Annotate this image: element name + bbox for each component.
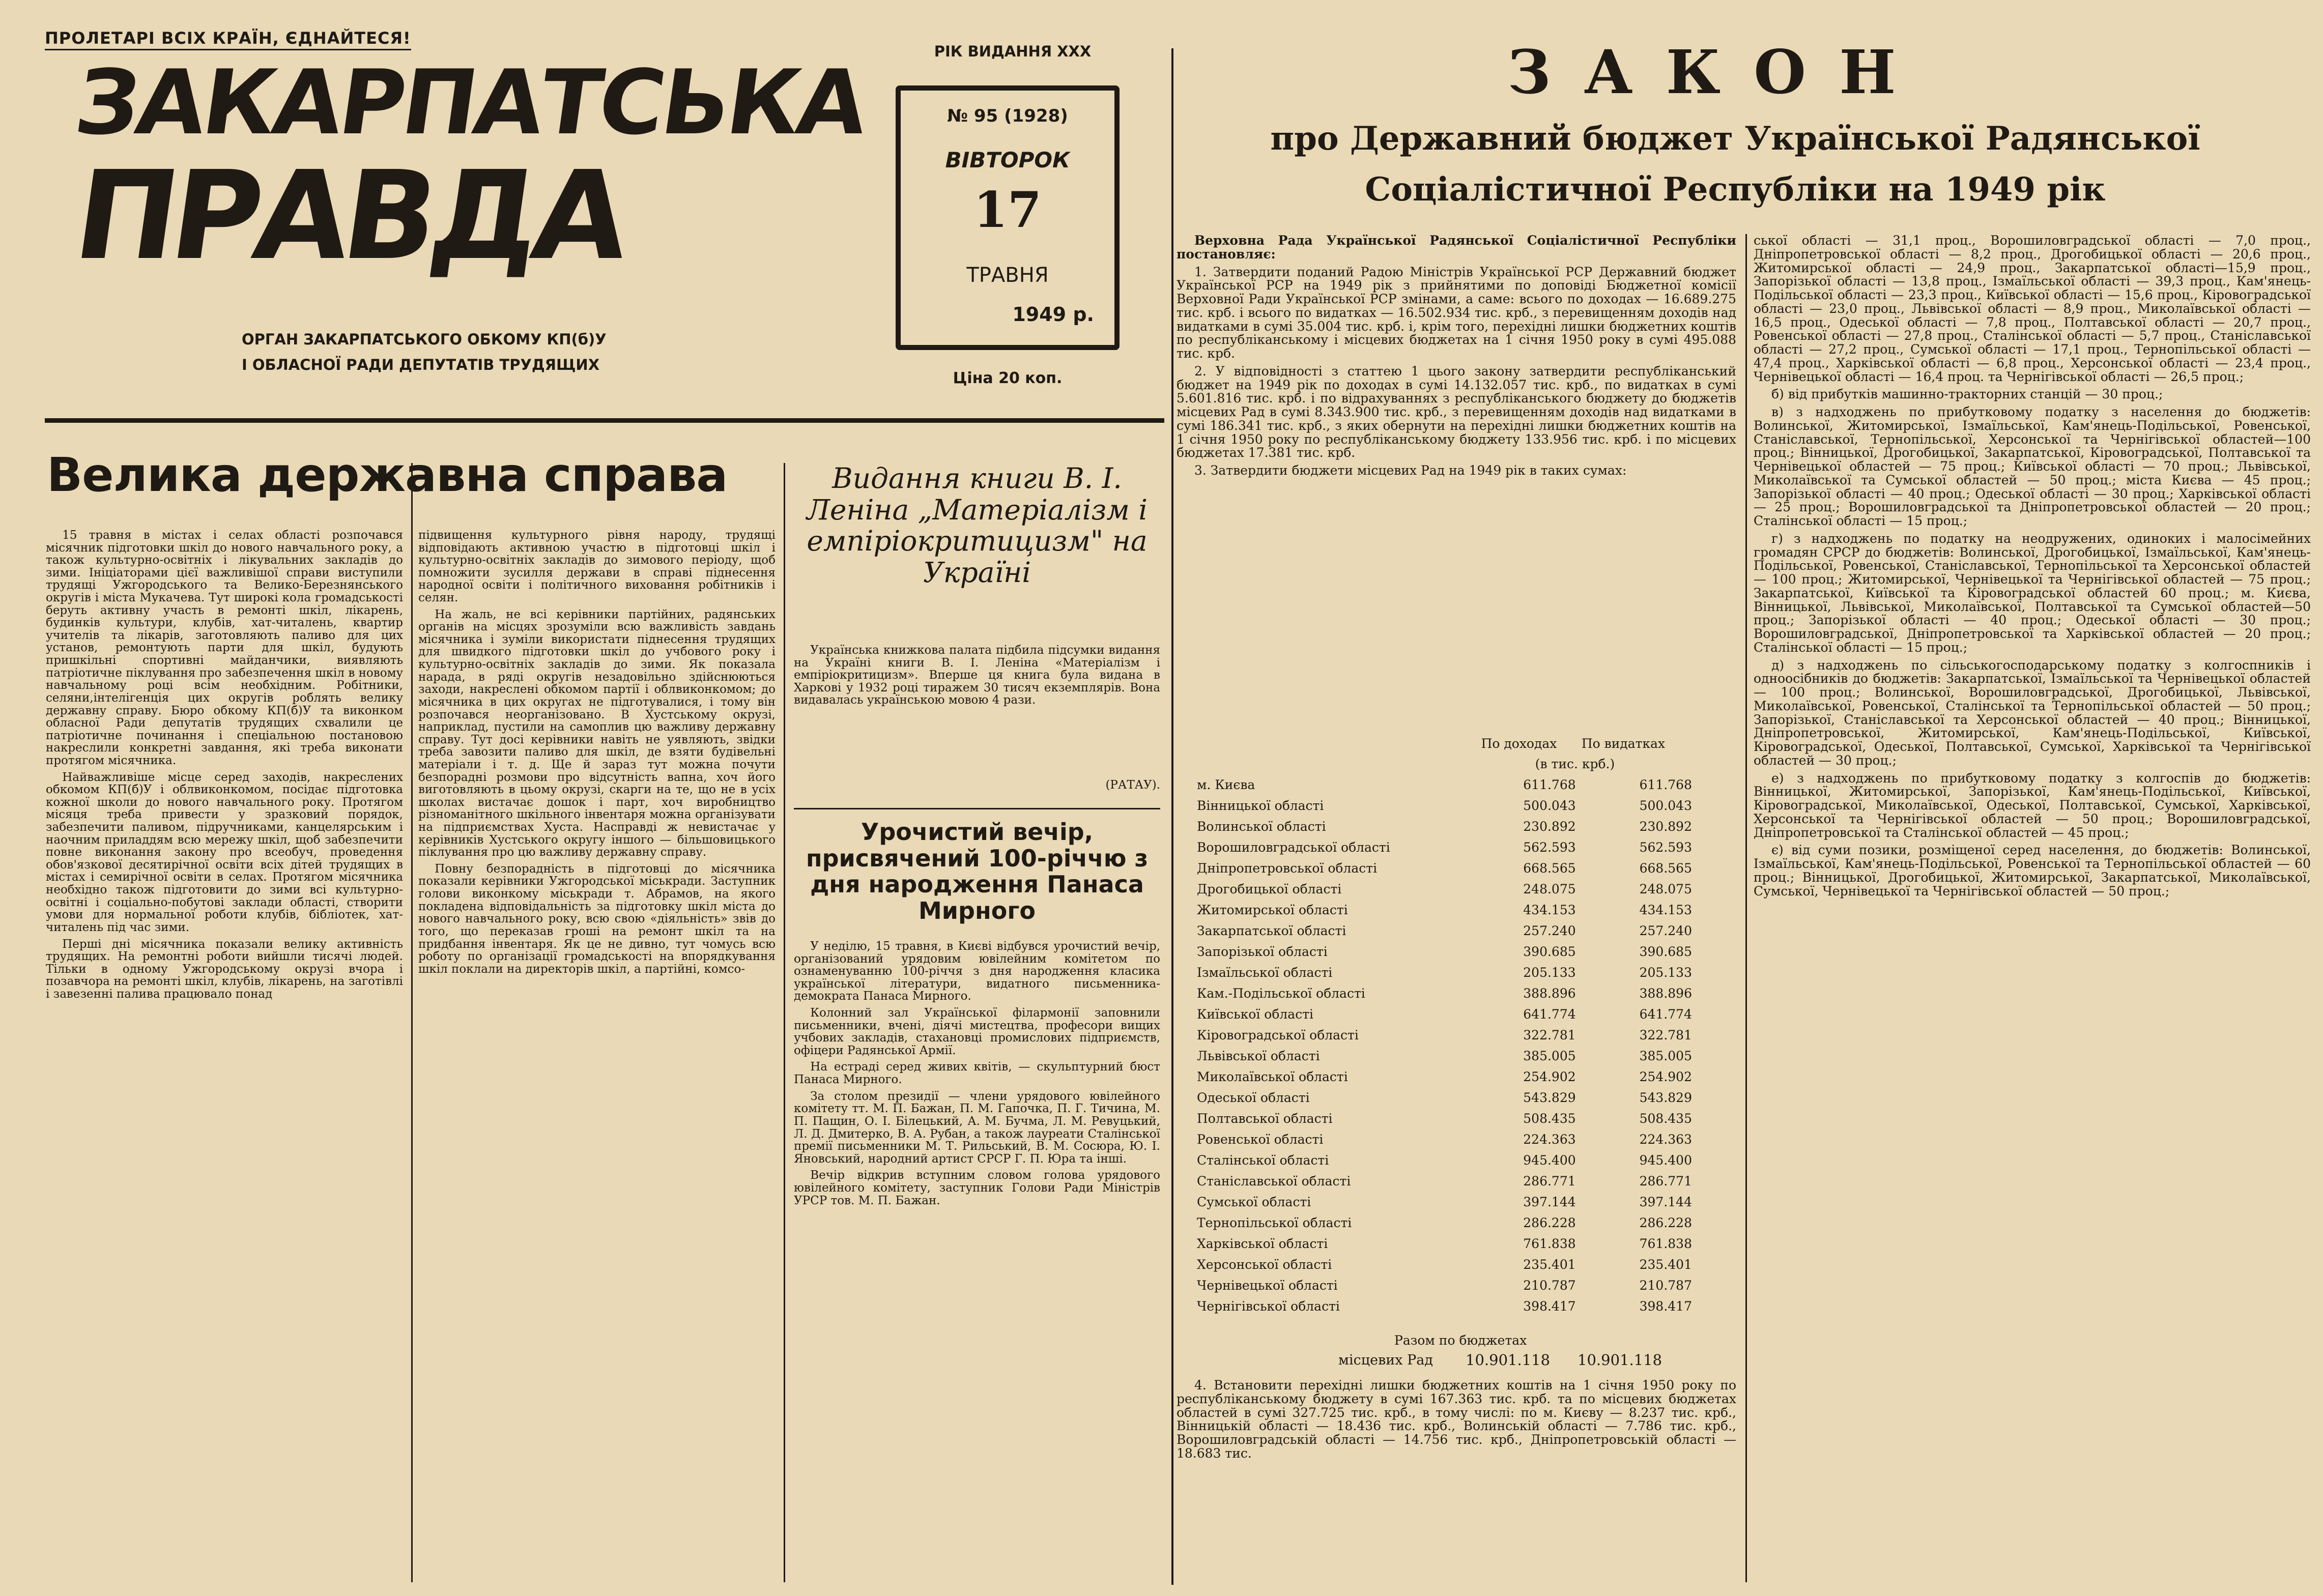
region-name: Дрогобицької області [1197, 882, 1342, 896]
law-paragraph: 1. Затвердити поданий Радою Міністрів Української РСР Державний бюджет Української РСР на 1949 рік з прийнятими по доповіді Бюджетної комісії Верховної Ради Української РСР змінами, а саме: всього по доходах — 16.689.275 тис. крб. і всього по видатках — 16.502.934 тис. крб., з перевищенням доходів над видатками в сумі 35.004 тис. крб. і, крім того, перехідні лишки бюджетних коштів по республіканському і місцевих бюджетах на 1 січня 1950 року в сумі 495.088 тис. крб. [1177, 264, 1736, 361]
law-paragraph: г) з надходжень по податку на неодружених, одиноких і малосімейних громадян СРСР до бюджетів: Волинської, Дрогобицької, Ізмаїльської, Кам'янець-Подільської, Ровенської, Станіславської, Тернопільської та Херсонської областей — 100 проц.; Житомирської, Чернівецької та Чернігівської областей — 75 проц.; Закарпатської, Київської та Кіровоградської областей 60 проц.; м. Києва, Вінницької, Львівської, Миколаївської, Полтавської та Сумської областей—50 проц.; Запорізької області — 40 проц.; Одеської області — 30 проц.; Ворошиловградської, Дніпропетровської та Харківської областей — 20 проц.; Сталінської області — 15 проц.; [1754, 531, 2311, 655]
expense-value: 434.153 [1639, 903, 1692, 917]
income-value: 562.593 [1523, 840, 1576, 855]
region-name: Житомирської області [1197, 903, 1348, 917]
expense-value: 385.005 [1639, 1049, 1692, 1063]
newspaper-title-line2: ПРАВДА [66, 144, 633, 287]
editorial-paragraph: Повну безпорадність в підготовці до місячника показали керівники Ужгородської міськради. Заступник голови виконкому міськради т. Абрамов, на якого покладена відповідальність за підготовку шкіл міста до нового навчального року, всю свою «діяльність» звів до того, що переказав гроші на ремонт шкіл та на придбання інвентаря. Як це не дивно, тут чомусь всю роботу по організації громадськості на впорядкування шкіл поклали на директорів шкіл, а партійні, комсо- [418, 862, 776, 976]
law-column-1-top [1177, 234, 1736, 743]
expense-value: 398.417 [1639, 1299, 1692, 1314]
table-row [1197, 923, 1697, 944]
table-row [1197, 1069, 1697, 1090]
income-value: 286.771 [1523, 1174, 1576, 1188]
income-value: 390.685 [1523, 944, 1576, 959]
expense-value: 390.685 [1639, 944, 1692, 959]
expense-value: 257.240 [1639, 923, 1692, 938]
table-row [1197, 840, 1697, 861]
income-value: 500.043 [1523, 798, 1576, 813]
region-name: Дніпропетровської області [1197, 861, 1378, 876]
expense-value: 235.401 [1639, 1257, 1692, 1272]
table-row [1197, 1236, 1697, 1257]
region-name: Закарпатської області [1197, 923, 1346, 938]
expense-value: 611.768 [1639, 777, 1692, 792]
region-name: Ізмаїльської області [1197, 965, 1333, 980]
region-name: Кіровоградської області [1197, 1028, 1359, 1042]
income-value: 254.902 [1523, 1069, 1576, 1084]
article-separator [794, 808, 1160, 809]
editorial-title: Велика державна справа [47, 448, 728, 502]
column-divider-editorial [411, 463, 413, 1582]
expense-value: 668.565 [1639, 861, 1692, 876]
table-row [1197, 1132, 1697, 1153]
income-value: 761.838 [1523, 1236, 1576, 1251]
region-name: Херсонської області [1197, 1257, 1332, 1272]
date-year: 1949 р. [1012, 303, 1094, 326]
law-paragraph: Верховна Рада Української Радянської Соціалістичної Республіки постановляє: [1177, 234, 1736, 262]
table-row [1197, 777, 1697, 798]
income-value: 668.565 [1523, 861, 1576, 876]
organ-line-1: ОРГАН ЗАКАРПАТСЬКОГО ОБКОМУ КП(б)У [242, 331, 607, 348]
weekday: ВІВТОРОК [945, 148, 1070, 172]
region-name: Сталінської області [1197, 1153, 1329, 1168]
law-subtitle-line-2: Соціалістичної Республіки на 1949 рік [1365, 170, 2106, 209]
expense-value: 224.363 [1639, 1132, 1692, 1147]
table-row [1197, 965, 1697, 986]
table-total-expense: 10.901.118 [1578, 1351, 1662, 1369]
table-row [1197, 1257, 1697, 1278]
table-row [1197, 1028, 1697, 1049]
expense-value: 397.144 [1639, 1195, 1692, 1209]
region-name: Миколаївської області [1197, 1069, 1348, 1084]
table-row [1197, 1174, 1697, 1195]
mirny-article-body [794, 940, 1160, 1586]
law-paragraph: е) з надходжень по прибутковому податку з колгоспів до бюджетів: Вінницької, Житомирської, Запорізької, Кам'янець-Подільської, Київської, Кіровоградської, Миколаївської, Одеської, Полтавської, Сумської, Харківської, Херсонської та Чернігівської областей — 50 проц.; Ворошиловградської, Дніпропетровської та Сталінської областей — 45 проц.; [1754, 770, 2311, 840]
law-paragraph: ської області — 31,1 проц., Ворошиловградської області — 7,0 проц., Дніпропетровської області — 8,2 проц., Дрогобицької області — 20,6 проц., Житомирської області — 24,9 проц., Закарпатської області—15,9 проц., Запорізької області — 13,8 проц., Ізмаїльської області — 39,3 проц., Кам'янець-Подільської області — 23,3 проц., Київської області — 15,6 проц., Кіровоградської області — 23,0 проц., Львівської області — 8,9 проц., Миколаївської області — 16,5 проц., Одеської області — 7,8 проц., Полтавської області — 20,7 проц., Ровенської області — 27,8 проц., Сталінської області — 5,7 проц., Станіславської області — 27,2 проц., Сумської області — 17,1 проц., Тернопільської області — 47,4 проц., Харківської області — 6,8 проц., Херсонської області — 23,4 проц., Чернівецької області — 16,4 проц. та Чернігівської області — 26,5 проц.; [1754, 234, 2311, 384]
table-header-unit: (в тис. крб.) [1535, 757, 1615, 771]
local-budgets-table [1197, 777, 1697, 1320]
table-row [1197, 882, 1697, 903]
region-name: Волинської області [1197, 819, 1326, 834]
editorial-paragraph: Перші дні місячника показали велику активність трудящих. На ремонтні роботи вийшли тисячі людей. Тільки в одному Ужгородському окрузі вчора і позавчора на ремонті шкіл, клубів, лікарень, на заготівлі і завезенні палива працювало понад [46, 937, 403, 1001]
expense-value: 508.435 [1639, 1111, 1692, 1126]
law-paragraph: 2. У відповідності з статтею 1 цього закону затвердити республіканський бюджет на 1949 рік по доходах в сумі 14.132.057 тис. крб., по видатках в сумі 5.601.816 тис. крб. і по відрахуваннях з республіканського бюджету до бюджетів місцевих Рад в сумі 8.343.900 тис. крб., з перевищенням доходів над видатками в сумі 186.341 тис. крб., з яких обернути на перехідні лишки бюджетних коштів на 1 січня 1950 року по республіканському бюджету 133.956 тис. крб. і по місцевих бюджетах 17.381 тис. крб. [1177, 363, 1736, 460]
lenin-paragraph: Українська книжкова палата підбила підсумки видання на Україні книги В. І. Леніна «Матеріалізм і емпіріокритицизм». Вперше ця книга була видана в Харкові у 1932 році тиражем 30 тисяч екземплярів. Вона видавалась українською мовою 4 рази. [794, 644, 1160, 707]
expense-value: 641.774 [1639, 1007, 1692, 1022]
region-name: Київської області [1197, 1007, 1314, 1022]
expense-value: 761.838 [1639, 1236, 1692, 1251]
table-row [1197, 986, 1697, 1007]
income-value: 641.774 [1523, 1007, 1576, 1022]
region-name: Станіславської області [1197, 1174, 1351, 1188]
mirny-paragraph: Вечір відкрив вступним словом голова урядового ювілейного комітету, заступник Голови Ради Міністрів УРСР тов. М. П. Бажан. [794, 1169, 1160, 1207]
law-paragraph: в) з надходжень по прибутковому податку з населення до бюджетів: Волинської, Житомирської, Ізмаїльської, Кам'янець-Подільської, Ровенської, Станіславської, Тернопільської, Херсонської та Чернігівської областей—100 проц.; Вінницької, Дрогобицької, Закарпатської, Кіровоградської, Полтавської та Чернівецької областей — 75 проц.; Київської області — 70 проц.; Львівської, Миколаївської та Сумської областей — 50 проц.; міста Києва — 45 проц.; Запорізької області — 40 проц.; Одеської області — 30 проц.; Харківської області — 25 проц.; Ворошиловградської та Дніпропетровської областей — 20 проц.; Сталінської області — 15 проц.; [1754, 404, 2311, 528]
income-value: 398.417 [1523, 1299, 1576, 1314]
law-title: З А К О Н [1507, 37, 1902, 107]
law-subtitle-line-1: про Державний бюджет Української Радянської [1270, 120, 2200, 158]
income-value: 611.768 [1523, 777, 1576, 792]
editorial-paragraph: На жаль, не всі керівники партійних, радянських органів на місцях зрозуміли всю важливість завдань місячника і зуміли використати піднесення трудящих для швидкого підготовки шкіл до учбового року і культурно-освітніх закладів до зими. Як показала нарада, в ряді округів незадовільно здійснюються заходи, накреслені обкомом партії і облвиконкомом; до місячника в цих округах не підготувалися, і тому він розпочався неорганізовано. В Хустському окрузі, наприклад, пустили на самоплив цю важливу державну справу. Тут досі керівники навіть не уявляють, звідки треба завозити паливо для шкіл, де взяти будівельні матеріали і т. д. Ще й зараз тут можна почути безпорадні розмови про відсутність вапна, хоч його виготовляють в цьому окрузі, скарги на те, що не в усіх школах вистачає дошок і парт, хоч виробництво різноманітного шкільного інвентаря можна організувати на підприємствах Хуста. Насправді ж невистачає у керівників Хустського округу іншого — більшовицького піклування про цю важливу державну справу. [418, 607, 776, 859]
expense-value: 945.400 [1639, 1153, 1692, 1168]
income-value: 257.240 [1523, 923, 1576, 938]
expense-value: 286.228 [1639, 1215, 1692, 1230]
table-row [1197, 903, 1697, 923]
expense-value: 205.133 [1639, 965, 1692, 980]
table-total-label-1: Разом по бюджетах [1394, 1333, 1527, 1348]
law-paragraph: є) від суми позики, розміщеної серед населення, до бюджетів: Волинської, Ізмаїльської, Кам'янець-Подільської, Ровенської та Тернопільської областей — 60 проц.; Вінницької, Дрогобицької, Житомирської, Закарпатської, Миколаївської, Сумської, Чернівецької та Чернігівської областей — 50 проц.; [1754, 843, 2311, 898]
expense-value: 388.896 [1639, 986, 1692, 1001]
income-value: 508.435 [1523, 1111, 1576, 1126]
publication-year: РІК ВИДАННЯ XXX [934, 43, 1092, 60]
law-paragraph: б) від прибутків машинно-тракторних станцій — 30 проц.; [1771, 387, 2163, 402]
column-divider-law-cols [1745, 234, 1747, 1582]
issue-number: № 95 (1928) [947, 106, 1068, 126]
mirny-article-title: Урочистий вечір, присвячений 100-річчю з дня народження Панаса Мирного [806, 818, 1149, 924]
newspaper-title-line1: ЗАКАРПАТСЬКА [69, 51, 872, 155]
table-row [1197, 861, 1697, 882]
editorial-paragraph: підвищення культурного рівня народу, трудящі відповідають активною участю в підготовці шкіл і культурно-освітніх закладів до зимового періоду, щоб помножити зусилля держави в справі піднесення народної освіти і політичного виховання робітників і селян. [418, 529, 776, 605]
table-row [1197, 1278, 1697, 1299]
region-name: Полтавської області [1197, 1111, 1333, 1126]
region-name: Одеської області [1197, 1090, 1310, 1105]
expense-value: 210.787 [1639, 1278, 1692, 1293]
mirny-paragraph: У неділю, 15 травня, в Києві відбувся урочистий вечір, організований урядовим ювілейним комітетом по ознаменуванню 100-річчя з дня народження класика української літератури, видатного письменника-демократа Панаса Мирного. [794, 940, 1160, 1003]
editorial-column-1 [46, 529, 403, 1587]
table-total-income: 10.901.118 [1466, 1351, 1551, 1369]
region-name: Запорізької області [1197, 944, 1328, 959]
law-paragraph: 3. Затвердити бюджети місцевих Рад на 1949 рік в таких сумах: [1194, 463, 1627, 478]
editorial-column-2 [418, 529, 776, 1587]
region-name: Тернопільської області [1197, 1215, 1352, 1230]
month: ТРАВНЯ [966, 264, 1049, 287]
expense-value: 286.771 [1639, 1174, 1692, 1188]
expense-value: 322.781 [1639, 1028, 1692, 1042]
column-divider-articles [784, 463, 785, 1582]
expense-value: 248.075 [1639, 882, 1692, 896]
income-value: 235.401 [1523, 1257, 1576, 1272]
slogan: ПРОЛЕТАРІ ВСІХ КРАЇН, ЄДНАЙТЕСЯ! [45, 28, 411, 50]
income-value: 397.144 [1523, 1195, 1576, 1209]
income-value: 205.133 [1523, 965, 1576, 980]
mirny-paragraph: За столом президії — члени урядового ювілейного комітету тт. М. П. Бажан, П. М. Гапочка, П. Г. Тичина, М. П. Пащин, О. І. Білецький, А. М. Бучма, Л. М. Ревуцький, Л. Д. Дмитерко, В. А. Рубан, а також лауреати Сталінської премії письменники М. Т. Рильський, В. М. Сосюра, Ю. І. Яновський, народний артист СРСР Г. П. Юра та інші. [794, 1089, 1160, 1166]
income-value: 248.075 [1523, 882, 1576, 896]
lenin-article-title: Видання книги В. І. Леніна „Матеріалізм і емпіріокритицизм" на Україні [807, 462, 1148, 589]
income-value: 210.787 [1523, 1278, 1576, 1293]
expense-value: 562.593 [1639, 840, 1692, 855]
region-name: Ровенської області [1197, 1132, 1324, 1147]
expense-value: 230.892 [1639, 819, 1692, 834]
region-name: Львівської області [1197, 1049, 1320, 1063]
law-paragraph: д) з надходжень по сільськогосподарському податку з колгоспників і одноосібників до бюджетів: Закарпатської, Ізмаїльської та Чернівецької областей — 100 проц.; Волинської, Ворошиловградської, Дрогобицької, Львівської, Миколаївської, Ровенської, Сталінської та Тернопільської областей — 50 проц.; Запорізької, Станіславської та Херсонської областей — 40 проц.; Вінницької, Дніпропетровської, Житомирської, Кам'янець-Подільської, Київської, Кіровоградської, Одеської, Полтавської, Сумської, Харківської та Чернігівської областей — 30 проц.; [1754, 657, 2311, 768]
law-paragraph: 4. Встановити перехідні лишки бюджетних коштів на 1 січня 1950 року по республіканському бюджету в сумі 167.363 тис. крб. та по місцевих бюджетах областей в сумі 327.725 тис. крб., в тому числі: по м. Києву — 8.237 тис. крб., Вінницькій області — 18.436 тис. крб., Волинській області — 7.786 тис. крб., Ворошиловградській області — 14.756 тис. крб., Дніпропетровській області — 18.683 тис. [1177, 1379, 1736, 1461]
region-name: Вінницької області [1197, 798, 1324, 813]
table-row [1197, 1007, 1697, 1028]
income-value: 286.228 [1523, 1215, 1576, 1230]
law-column-2 [1754, 234, 2311, 1587]
law-column-1-bottom [1177, 1379, 1736, 1587]
table-total-label-2: місцевих Рад [1338, 1352, 1433, 1368]
price: Ціна 20 коп. [953, 369, 1063, 387]
table-row [1197, 1153, 1697, 1174]
income-value: 543.829 [1523, 1090, 1576, 1105]
table-header-income: По доходах [1481, 736, 1557, 751]
masthead-rule [45, 418, 1164, 423]
region-name: Ворошиловградської області [1197, 840, 1390, 855]
table-row [1197, 798, 1697, 819]
expense-value: 254.902 [1639, 1069, 1692, 1084]
mirny-paragraph: Колонний зал Української філармонії заповнили письменники, вчені, діячі мистецтва, професори вищих учбових закладів, стахановці промислових підприємств, офіцери Радянської Армії. [794, 1006, 1160, 1057]
day-number: 17 [973, 181, 1042, 239]
expense-value: 500.043 [1639, 798, 1692, 813]
column-divider-law [1171, 48, 1173, 1585]
editorial-paragraph: 15 травня в містах і селах області розпочався місячник підготовки шкіл до нового навчального року, а також культурно-освітніх і лікувальних закладів до зими. Ініціаторами цієї важливішої справи виступили трудящі Ужгородського та Велико-Березнянського округів і міста Мукачева. Тут широкі кола громадськості беруть активну участь в ремонті шкіл, лікарень, будинків культури, клубів, хат-читалень, квартир учителів та лікарів, заготовляють паливо для цих установ, ремонтують парти для шкіл, будують пришкільні спортивні майданчики, виявляють патріотичне піклування про забезпечення шкіл в новому навчальному році всім необхідним. Робітники, селяни,інтелігенція цих округів роблять велику державну справу. Бюро обкому КП(б)У та виконком обласної Ради депутатів трудящих схвалили це патріотичне починання і спеціальною постановою накреслили конкретні завдання, які треба виконати протягом місячника. [46, 529, 403, 767]
income-value: 322.781 [1523, 1028, 1576, 1042]
income-value: 945.400 [1523, 1153, 1576, 1168]
mirny-paragraph: На естраді серед живих квітів, — скульптурний бюст Панаса Мирного. [794, 1060, 1160, 1087]
income-value: 224.363 [1523, 1132, 1576, 1147]
table-row [1197, 944, 1697, 965]
region-name: м. Києва [1197, 777, 1255, 792]
table-row [1197, 1195, 1697, 1215]
lenin-article-body [794, 644, 1160, 792]
region-name: Сумської області [1197, 1195, 1311, 1209]
table-row [1197, 1111, 1697, 1132]
region-name: Чернівецької області [1197, 1278, 1338, 1293]
expense-value: 543.829 [1639, 1090, 1692, 1105]
region-name: Кам.-Подільської області [1197, 986, 1365, 1001]
table-row [1197, 819, 1697, 840]
table-header-expense: По видатках [1581, 736, 1666, 751]
region-name: Чернігівської області [1197, 1299, 1340, 1314]
table-row [1197, 1215, 1697, 1236]
table-row [1197, 1299, 1697, 1320]
table-row [1197, 1090, 1697, 1111]
organ-line-2: І ОБЛАСНОЇ РАДИ ДЕПУТАТІВ ТРУДЯЩИХ [242, 356, 600, 373]
income-value: 388.896 [1523, 986, 1576, 1001]
income-value: 434.153 [1523, 903, 1576, 917]
table-row [1197, 1049, 1697, 1069]
income-value: 385.005 [1523, 1049, 1576, 1063]
region-name: Харківської області [1197, 1236, 1328, 1251]
income-value: 230.892 [1523, 819, 1576, 834]
editorial-paragraph: Найважливіше місце серед заходів, накреслених обкомом КП(б)У і облвиконкомом, посідає підготовка кожної школи до нового навчального року. Протягом місяця треба привести у зразковий порядок, забезпечити паливом, підручниками, канцелярським і наочним приладдям всю мережу шкіл, щоб забезпечити повне виконання закону про всеобуч, проведення обов'язкової десятирічної освіти всіх дітей трудящих в містах і семирічної освіти в селах. Протягом місячника необхідно також підготовити до зими всі культурно-освітні і соціально-побутові заклади області, створити умови для нормальної роботи клубів, бібліотек, хат-читалень під час зими. [46, 770, 403, 934]
lenin-article-source: (РАТАУ). [1105, 778, 1160, 792]
